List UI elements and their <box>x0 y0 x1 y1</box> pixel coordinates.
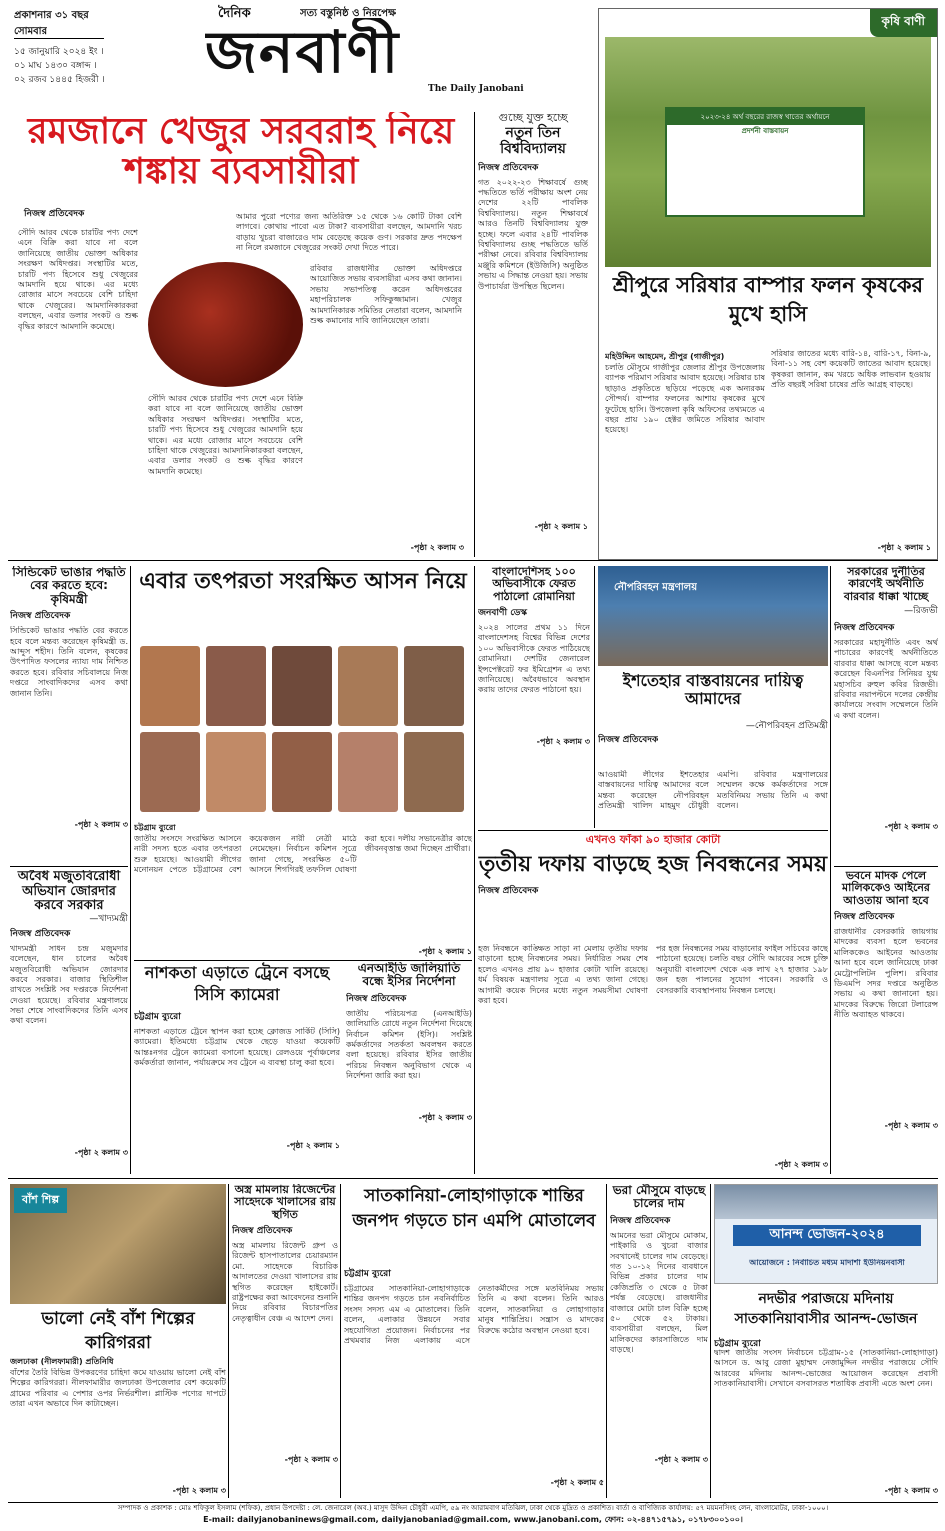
durniti-story <box>834 566 938 866</box>
lead-byline: নিজস্ব প্রতিবেদক <box>24 209 85 219</box>
bash-turn: -পৃষ্ঠা ২ কলাম ৩ <box>172 1486 226 1495</box>
lead-col-1: সৌদি আরব থেকে চারটির পণ্য দেশে এনে বিক্রি করা যাবে না বলে জানিয়েছে জাতীয় ভোক্তা অধিকার সংরক্ষণ অধিদপ্তর। সংস্থাটির মতে, চারটি পণ্য হিসেবে শুধু খেজুরের আমদানি হয়ে থাকে। এর মধ্যে রোজার মাসে সবচেয়ে বেশি চাহিদা থাকে খেজুরের। আমদানিকারকরা বলছেন, এবার ডলার সংকট ও শুল্ক বৃদ্ধির কারণে আমদানি কমেছে। <box>18 228 138 331</box>
satkania-story <box>344 1184 604 1498</box>
chal-turn: -পৃষ্ঠা ২ কলাম ৩ <box>654 1454 708 1464</box>
ostro-body: অস্ত্র মামলায় রিজেন্ট গ্রুপ ও রিজেন্ট হাসপাতালের চেয়ারম্যান মো. সাহেদকে বিচারিক আদালতের দেওয়া খালাসের রায় স্থগিত করেছেন হাইকোর্ট। রাষ্ট্রপক্ষের করা আবেদনের শুনানি নিয়ে রবিবার বিচারপতির নেতৃত্বাধীন বেঞ্চ এ আদেশ দেন। <box>232 1240 338 1323</box>
madok-byline: নিজস্ব প্রতিবেদক <box>834 911 895 922</box>
krishi-section <box>598 8 938 560</box>
sign-sub: প্রদর্শনী বাস্তবায়ন <box>741 127 789 135</box>
tatporota-body: জাতীয় সংসদে সংরক্ষিত আসনে নারী সদস্য হতে এবার তৎপরতা শুরু হয়েছে। আওয়ামী লীগের মনোনয়ন পেতে চট্টগ্রামের বেশ কয়েকজন নারী নেত্রী মাঠে নেমেছেন। নির্বাচন কমিশন সূত্রে জানা গেছে, সংরক্ষিত ৫০টি আসনে শিগগিরই তফসিল ঘোষণা করা হবে। দলীয় সভানেত্রীর কাছে জীবনবৃত্তান্ত জমা দিচ্ছেন প্রার্থীরা। <box>134 834 472 875</box>
lead-col-4: সৌদি আরব থেকে চারটির পণ্য দেশে এনে বিক্রি করা যাবে না বলে জানিয়েছে জাতীয় ভোক্তা অধিকার সংরক্ষণ অধিদপ্তর। সংস্থাটির মতে, চারটি পণ্য হিসেবে শুধু খেজুরের আমদানি হয়ে থাকে। এর মধ্যে রোজার মাসে সবচেয়ে বেশি চাহিদা থাকে খেজুরের। আমদানিকারকরা বলছেন, এবার ডলার সংকট ও শুল্ক বৃদ্ধির কারণে আমদানি কমেছে। <box>148 394 303 476</box>
lead-turn: -পৃষ্ঠা ২ কলাম ৩ <box>410 543 464 552</box>
nid-story <box>346 962 472 1174</box>
nid-turn: -পৃষ্ঠা ২ কলাম ৩ <box>418 1112 472 1122</box>
syndicate-story <box>10 566 128 866</box>
satkania-turn: -পৃষ্ঠা ২ কলাম ৫ <box>550 1478 604 1487</box>
nid-byline: নিজস্ব প্রতিবেদক <box>346 993 407 1004</box>
ishtehar-headline: ইশতেহার বাস্তবায়নের দায়িত্ব আমাদের <box>622 672 804 708</box>
romania-body: ২০২৪ সালের প্রথম ১১ দিনে বাংলাদেশসহ বিশ্বের বিভিন্ন দেশের ১০০ অভিবাসীকে ফেরত পাঠিয়েছে রোমানিয়া। দেশটির জেনারেল ইন্সপেক্টরেট ফর ইমিগ্রেশন এ তথ্য জানিয়েছে। অবৈধভাবে অবস্থান করায় তাদের ফেরত পাঠানো হয়। <box>478 622 590 695</box>
mojut-headline: অবৈধ মজুতবিরোধী অভিযান জোরদার করবে সরকার <box>17 870 121 914</box>
ishtehar-body: আওয়ামী লীগের ইশতেহার বাস্তবায়নের দায়িত্ব আমাদের বলে মন্তব্য করেছেন নৌপরিবহন প্রতিমন্ত্রী খালিদ মাহমুদ চৌধুরী এমপি। রবিবার মন্ত্রণালয়ের সম্মেলন কক্ষে কর্মকর্তাদের সঙ্গে মতবিনিময় সভায় তিনি এ কথা বলেন। <box>598 770 828 811</box>
logo: জনবাণী <box>205 18 401 86</box>
masthead <box>0 0 590 100</box>
syndicate-turn: -পৃষ্ঠা ২ কলাম ৩ <box>74 820 128 830</box>
mojut-story <box>10 870 128 1170</box>
durniti-attribution: —রিজভী <box>904 605 938 616</box>
durniti-body: সরকারের মহাদুর্নীতি এবং অর্থ পাচারের কারণেই অর্থনীতিতে বারবার ধাক্কা আসছে বলে মন্তব্য করেছেন বিএনপির সিনিয়র যুগ্ম মহাসচিব রুহুল কবির রিজভী। রবিবার নয়াপল্টনে দলের কেন্দ্রীয় কার্যালয়ে সংবাদ সম্মেলনে তিনি এ কথা বলেন। <box>834 637 938 720</box>
ananda-byline: চট্টগ্রাম ব্যুরো <box>714 1339 761 1349</box>
bash-badge: বাঁশ শিল্প <box>14 1188 67 1213</box>
satkania-body: চট্টগ্রামের সাতকানিয়া-লোহাগাড়াকে শান্তির জনপদ গড়তে চান নবনির্বাচিত সংসদ সদস্য এম এ মোতালেব। তিনি বলেন, এলাকার উন্নয়নে সবার সহযোগিতা প্রয়োজন। নির্বাচনের পর প্রথমবার নিজ এলাকায় এসে নেতাকর্মীদের সঙ্গে মতবিনিময় সভায় তিনি এ কথা বলেন। তিনি আরও বলেন, সাতকানিয়া ও লোহাগাড়ার মানুষ শান্তিপ্রিয়। সন্ত্রাস ও মাদকের বিরুদ্ধে কঠোর অবস্থান নেওয়া হবে। <box>344 1284 604 1345</box>
syndicate-byline: নিজস্ব প্রতিবেদক <box>10 611 71 622</box>
dainik-label: দৈনিক <box>218 6 251 21</box>
tatporota-credit: চট্টগ্রাম ব্যুরো <box>134 823 176 832</box>
ishtehar-story <box>598 566 828 761</box>
hajj-headline: তৃতীয় দফায় বাড়ছে হজ নিবন্ধনের সময় <box>478 852 828 878</box>
bash-body: বাঁশের তৈরি বিভিন্ন উপকরণের চাহিদা কমে যাওয়ায় ভালো নেই বাঁশ শিল্পের কারিগররা। নীলফামারীর জলঢাকা উপজেলার বেশ কয়েকটি গ্রামের পরিবার এ পেশার ওপর নির্ভরশীল। প্লাস্টিক পণ্যের দাপটে তারা এখন অভাবে দিন কাটাচ্ছেন। <box>10 1368 226 1409</box>
date-en: ১৫ জানুয়ারি ২০২৪ ইং । <box>14 47 104 57</box>
durniti-headline: সরকারের দুর্নীতির কারণেই অর্থনীতি বারবার ধাক্কা খাচ্ছে <box>843 566 929 603</box>
mojut-turn: -পৃষ্ঠা ২ কলাম ৩ <box>74 1147 128 1157</box>
mojut-attribution: —খাদ্যমন্ত্রী <box>89 913 128 924</box>
univ-story <box>478 112 588 557</box>
ostro-turn: -পৃষ্ঠা ২ কলাম ৩ <box>284 1454 338 1464</box>
ishtehar-byline: নিজস্ব প্রতিবেদক <box>598 735 659 745</box>
mojut-body: খাদ্যমন্ত্রী সাধন চন্দ্র মজুমদার বলেছেন, ধান চালের অবৈধ মজুতবিরোধী অভিযান জোরদার করবে সরকার। বাজার স্থিতিশীল রাখতে সংশ্লিষ্ট সব দপ্তরকে নির্দেশনা দেওয়া হয়েছে। রবিবার মন্ত্রণালয়ে সভা শেষে সাংবাদিকদের তিনি এসব কথা বলেন। <box>10 943 128 1026</box>
chal-headline: ভরা মৌসুমে বাড়ছে চালের দাম <box>612 1184 706 1211</box>
satkania-byline: চট্টগ্রাম ব্যুরো <box>344 1269 391 1279</box>
krishi-byline: মহিউদ্দিন আহমেদ, শ্রীপুর (গাজীপুর) <box>605 352 725 361</box>
durniti-turn: -পৃষ্ঠা ২ কলাম ৩ <box>884 821 938 831</box>
ananda-banner <box>714 1184 938 1284</box>
romania-headline: বাংলাদেশিসহ ১০০ অভিবাসীকে ফেরত পাঠালো রোমানিয়া <box>492 566 576 603</box>
cctv-story <box>134 962 340 1174</box>
satkania-headline: সাতকানিয়া-লোহাগাড়াকে শান্তির জনপদ গড়তে চান এমপি মোতালেব <box>352 1186 596 1231</box>
syndicate-body: সিন্ডিকেট ভাঙার পদ্ধতি বের করতে হবে বলে মন্তব্য করেছেন কৃষিমন্ত্রী ড. আব্দুস শহীদ। তিনি বলেন, কৃষকের উৎপাদিত ফসলের ন্যায্য দাম নিশ্চিত করতে হবে। রবিবার সচিবালয়ে নিজ দপ্তরে সাংবাদিকদের এসব কথা জানান তিনি। <box>10 626 128 698</box>
ostro-headline: অস্ত্র মামলায় রিজেন্টের সাহেদকে খালাসের রায় স্থগিত <box>234 1184 336 1221</box>
ostro-byline: নিজস্ব প্রতিবেদক <box>232 1225 293 1236</box>
univ-body: গত ২০২২-২৩ শিক্ষাবর্ষে গুচ্ছ পদ্ধতিতে ভর্তি পরীক্ষায় অংশ নেয় দেশের ২২টি পাবলিক বিশ্ববিদ্যালয়। নতুন শিক্ষাবর্ষে আরও তিনটি বিশ্ববিদ্যালয় যুক্ত হচ্ছে। ফলে এবার ২৪টি পাবলিক বিশ্ববিদ্যালয় গুচ্ছ পদ্ধতিতে ভর্তি পরীক্ষা নেবে। রবিবার বিশ্ববিদ্যালয় মঞ্জুরি কমিশনে (ইউজিসি) অনুষ্ঠিত সভায় এ সিদ্ধান্ত নেওয়া হয়। সভায় উপাচার্যরা উপস্থিত ছিলেন। <box>478 177 588 291</box>
english-name: The Daily Janobani <box>428 84 524 94</box>
ananda-body: দ্বাদশ জাতীয় সংসদ নির্বাচনে চট্টগ্রাম-১৫ (সাতকানিয়া-লোহাগাড়া) আসনে ড. আবু রেজা মুহাম্মদ নেজামুদ্দিন নদভীর পরাজয়ে সৌদি আরবের মদিনায় আনন্দ-ভোজের আয়োজন করেছেন প্রবাসী সাতকানিয়াবাসী। সেখানে বসবাসরত শতাধিক প্রবাসী এতে অংশ নেন। <box>714 1348 938 1389</box>
ananda-headline: নদভীর পরাজয়ে মদিনায় সাতকানিয়াবাসীর আনন্দ-ভোজন <box>734 1291 918 1327</box>
univ-byline: নিজস্ব প্রতিবেদক <box>478 162 539 173</box>
romania-byline: জনবাণী ডেস্ক <box>478 607 527 618</box>
ananda-banner-line: আয়োজনে : নির্বাচিত মধ্যম মাদার্শা ইউনিয়নবাসী <box>749 1259 905 1267</box>
bash-byline: জলঢাকা (নীলফামারী) প্রতিনিধি <box>10 1357 114 1366</box>
romania-story <box>478 566 590 761</box>
cctv-body: নাশকতা এড়াতে ট্রেনে স্থাপন করা হচ্ছে ক্লোজড সার্কিট (সিসি) ক্যামেরা। ইতিমধ্যে চট্টগ্রাম থেকে ছেড়ে যাওয়া কয়েকটি আন্তঃনগর ট্রেনে ক্যামেরা বসানো হয়েছে। রেলওয়ে পূর্বাঞ্চলের কর্মকর্তারা জানান, পর্যায়ক্রমে সব ট্রেনে এ ব্যবস্থা চালু করা হবে। <box>134 1026 340 1067</box>
ishtehar-photo-caption: নৌপরিবহন মন্ত্রণালয় <box>614 582 698 593</box>
cctv-byline: চট্টগ্রাম ব্যুরো <box>134 1011 181 1022</box>
slogan: সত্য বস্তুনিষ্ঠ ও নিরপেক্ষ <box>300 8 397 19</box>
syndicate-headline: সিন্ডিকেট ভাঙার পদ্ধতি বের করতে হবে: কৃষিমন্ত্রী <box>12 566 126 606</box>
nid-body: জাতীয় পরিচয়পত্র (এনআইডি) জালিয়াতি রোধে নতুন নির্দেশনা দিয়েছে নির্বাচন কমিশন (ইসি)। সংশ্লিষ্ট কর্মকর্তাদের সতর্কতা অবলম্বন করতে বলা হয়েছে। রবিবার ইসির জাতীয় পরিচয় নিবন্ধন অনুবিভাগ থেকে এ নির্দেশনা জারি করা হয়। <box>346 1008 472 1081</box>
krishi-headline: শ্রীপুরে সরিষার বাম্পার ফলন কৃষকের মুখে হাসি <box>612 273 924 327</box>
date-bn: ০১ মাঘ ১৪৩০ বঙ্গাব্দ । <box>14 61 97 71</box>
hajj-kicker: এখনও ফাঁকা ৯০ হাজার কোটা <box>585 834 721 846</box>
ananda-turn: -পৃষ্ঠা ২ কলাম ৩ <box>884 1486 938 1495</box>
madok-turn: -পৃষ্ঠা ২ কলাম ৩ <box>884 1120 938 1130</box>
univ-headline: নতুন তিন বিশ্ববিদ্যালয় <box>500 125 566 157</box>
bash-story <box>10 1184 226 1498</box>
krishi-badge: কৃষি বাণী <box>870 9 937 37</box>
hajj-body-1: হজ নিবন্ধনে কাঙ্ক্ষিত সাড়া না মেলায় তৃতীয় দফায় বাড়ানো হচ্ছে নিবন্ধনের সময়। নির্ধারিত সময় শেষ হলেও এখনও প্রায় ৯০ হাজার কোটা খালি রয়েছে। ধর্ম বিষয়ক মন্ত্রণালয় সূত্রে এ তথ্য জানা গেছে। আগামী কয়েক দিনের মধ্যে নতুন সময়সীমা ঘোষণা করা হবে। <box>478 944 648 1005</box>
photo-sign <box>665 107 865 217</box>
weekday: সোমবার <box>14 26 48 37</box>
nid-headline: এনআইডি জালিয়াতি বন্ধে ইসির নির্দেশনা <box>357 962 461 989</box>
tatporota-story <box>134 566 472 961</box>
hajj-story <box>478 834 828 1174</box>
hajj-byline: নিজস্ব প্রতিবেদক <box>478 886 539 897</box>
cctv-turn: -পৃষ্ঠা ২ কলাম ১ <box>286 1140 340 1150</box>
univ-turn: -পৃষ্ঠা ২ কলাম ১ <box>534 521 588 531</box>
hajj-body-2: পর হজ নিবন্ধনের সময় বাড়ানোর ফাইল সচিবের কাছে পাঠানো হয়েছে। চলতি বছর সৌদি আরবের সঙ্গে চুক্তি অনুযায়ী বাংলাদেশ থেকে এক লাখ ২৭ হাজার ১৯৮ জন হজ পালনের সুযোগ পাবেন। সরকারি ও বেসরকারি ব্যবস্থাপনায় নিবন্ধন চলছে। <box>656 944 828 995</box>
krishi-body-2: সরিষার জাতের মধ্যে বারি-১৪, বারি-১৭, বিনা-৯, বিনা-১১ সহ বেশ কয়েকটি জাতের আবাদ হয়েছে। কৃষকরা জানান, কম খরচে অধিক লাভবান হওয়ায় প্রতি বছরই সরিষা চাষের প্রতি আগ্রহ বাড়ছে। <box>771 349 931 390</box>
lead-story <box>10 112 472 557</box>
madok-headline: ভবনে মাদক পেলে মালিককেও আইনের আওতায় আনা হবে <box>842 870 930 907</box>
ishtehar-attribution: —নৌপরিবহন প্রতিমন্ত্রী <box>745 721 828 731</box>
issue-label: প্রকাশনার ৩১ বছর <box>14 10 89 21</box>
lead-col-2: আমার পুরো পণ্যের জন্য অতিরিক্ত ১৫ থেকে ১৬ কোটি টাকা বেশি লাগবে। কোথায় পাবো এত টাকা? ব্যবসায়ীরা বলছেন, আমদানি খরচ বাড়ায় খুচরা বাজারেও দাম বেড়েছে কয়েক গুণ। সরকার দ্রুত পদক্ষেপ না নিলে রমজানে খেজুরের সংকট দেখা দিতে পারে। <box>236 212 462 253</box>
women-mps-photo <box>134 642 472 820</box>
sign-title: ২০২৩-২৪ অর্থ বছরের রাজস্ব খাতের অর্থায়নে <box>667 109 863 125</box>
durniti-byline: নিজস্ব প্রতিবেদক <box>834 622 895 633</box>
chal-body: আমনের ভরা মৌসুমে মোকাম, পাইকারি ও খুচরা বাজার সবখানেই চালের দাম বেড়েছে। গত ১০-১২ দিনের ব্যবধানে বিভিন্ন প্রকার চালের দাম কেজিপ্রতি ৩ থেকে ৫ টাকা পর্যন্ত বেড়েছে। রাজধানীর বাজারে মোটা চাল বিক্রি হচ্ছে ৫০ থেকে ৫২ টাকায়। ব্যবসায়ীরা বলছেন, মিল মালিকদের কারসাজিতে দাম বাড়ছে। <box>610 1230 708 1355</box>
krishi-body-1: চলতি মৌসুমে গাজীপুর জেলার শ্রীপুর উপজেলায় ব্যাপক পরিমাণ সরিষার আবাদ হয়েছে। সরিষার চাষ ছাড়াও প্রকৃতিতে ছড়িয়ে পড়েছে এক অন্যরকম সৌন্দর্য। বাম্পার ফলনের আশায় কৃষকের মুখে ফুটেছে হাসি। উপজেলা কৃষি অফিসের তথ্যমতে এ বছর প্রায় ১৯০ হেক্টর জমিতে সরিষার আবাদ হয়েছে। <box>605 363 765 435</box>
univ-kicker: গুচ্ছে যুক্ত হচ্ছে <box>498 112 568 124</box>
mojut-byline: নিজস্ব প্রতিবেদক <box>10 928 71 939</box>
lead-col-3: রবিবার রাজধানীর ভোক্তা অধিদপ্তরে আয়োজিত সভায় ব্যবসায়ীরা এসব কথা জানান। সভায় সভাপতিত্ব করেন অধিদপ্তরের মহাপরিচালক সফিকুজ্জামান। খেজুর আমদানিকারক সমিতির নেতারা বলেন, আমদানি শুল্ক কমানোর দাবি জানিয়েছেন তারা। <box>310 264 462 325</box>
ishtehar-photo <box>598 566 828 666</box>
bash-headline: ভালো নেই বাঁশ শিল্পের কারিগররা <box>41 1309 195 1353</box>
tatporota-turn: -পৃষ্ঠা ২ কলাম ১ <box>418 947 472 956</box>
madok-story <box>834 870 938 1170</box>
date-hijri: ০২ রজব ১৪৪৫ হিজরী । <box>14 75 105 85</box>
madok-body: রাজধানীর বেসরকারি জায়গায় মাদকের ব্যবসা হলে ভবনের মালিককেও আইনের আওতায় আনা হবে বলে জানিয়েছে ঢাকা মেট্রোপলিটন পুলিশ। রবিবার ডিএমপি সদর দপ্তরে অনুষ্ঠিত সভায় এ কথা জানানো হয়। মাদকের বিরুদ্ধে জিরো টলারেন্স নীতি অব্যাহত থাকবে। <box>834 926 938 1020</box>
krishi-turn: -পৃষ্ঠা ২ কলাম ১ <box>877 543 931 552</box>
romania-turn: -পৃষ্ঠা ২ কলাম ৩ <box>536 736 590 746</box>
footer-line-1: সম্পাদক ও প্রকাশক : মোঃ শফিকুল ইসলাম (শফিক), প্রধান উপদেষ্টা : লে. জেনারেল (অব.) মাসুদ উদ্দিন চৌধুরী এমপি, ৫৯ নং আরামবাগ মতিঝিল, ঢাকা থেকে মুদ্রিত ও প্রকাশিত। বার্তা ও বাণিজ্যিক কার্যালয়: ৫৭ ময়মনসিংহ লেন, বাংলামোটর, ঢাকা-১০০০। <box>117 1504 829 1512</box>
ostro-story <box>232 1184 338 1498</box>
krishi-photo <box>605 37 931 267</box>
chal-byline: নিজস্ব প্রতিবেদক <box>610 1215 671 1226</box>
hajj-turn: -পৃষ্ঠা ২ কলাম ৩ <box>774 1160 828 1169</box>
tatporota-headline: এবার তৎপরতা সংরক্ষিত আসন নিয়ে <box>139 569 467 594</box>
footer-line-2: E-mail: dailyjanobaninews@gmail.com, dailyjanobaniad@gmail.com, www.janobani.com, ফোন: ০২-৪৪৭১৫৭৯১, ০১৭৮৩০০১০০। <box>203 1515 743 1524</box>
lead-headline: রমজানে খেজুর সরবরাহ নিয়ে শঙ্কায় ব্যবসায়ীরা <box>27 112 455 193</box>
footer <box>8 1502 938 1528</box>
chal-story <box>610 1184 708 1498</box>
cctv-headline: নাশকতা এড়াতে ট্রেনে বসছে সিসি ক্যামেরা <box>144 963 330 1005</box>
ananda-story <box>714 1184 938 1498</box>
dates-photo <box>148 262 303 387</box>
ananda-banner-title: আনন্দ ভোজন-২০২৪ <box>733 1225 921 1246</box>
